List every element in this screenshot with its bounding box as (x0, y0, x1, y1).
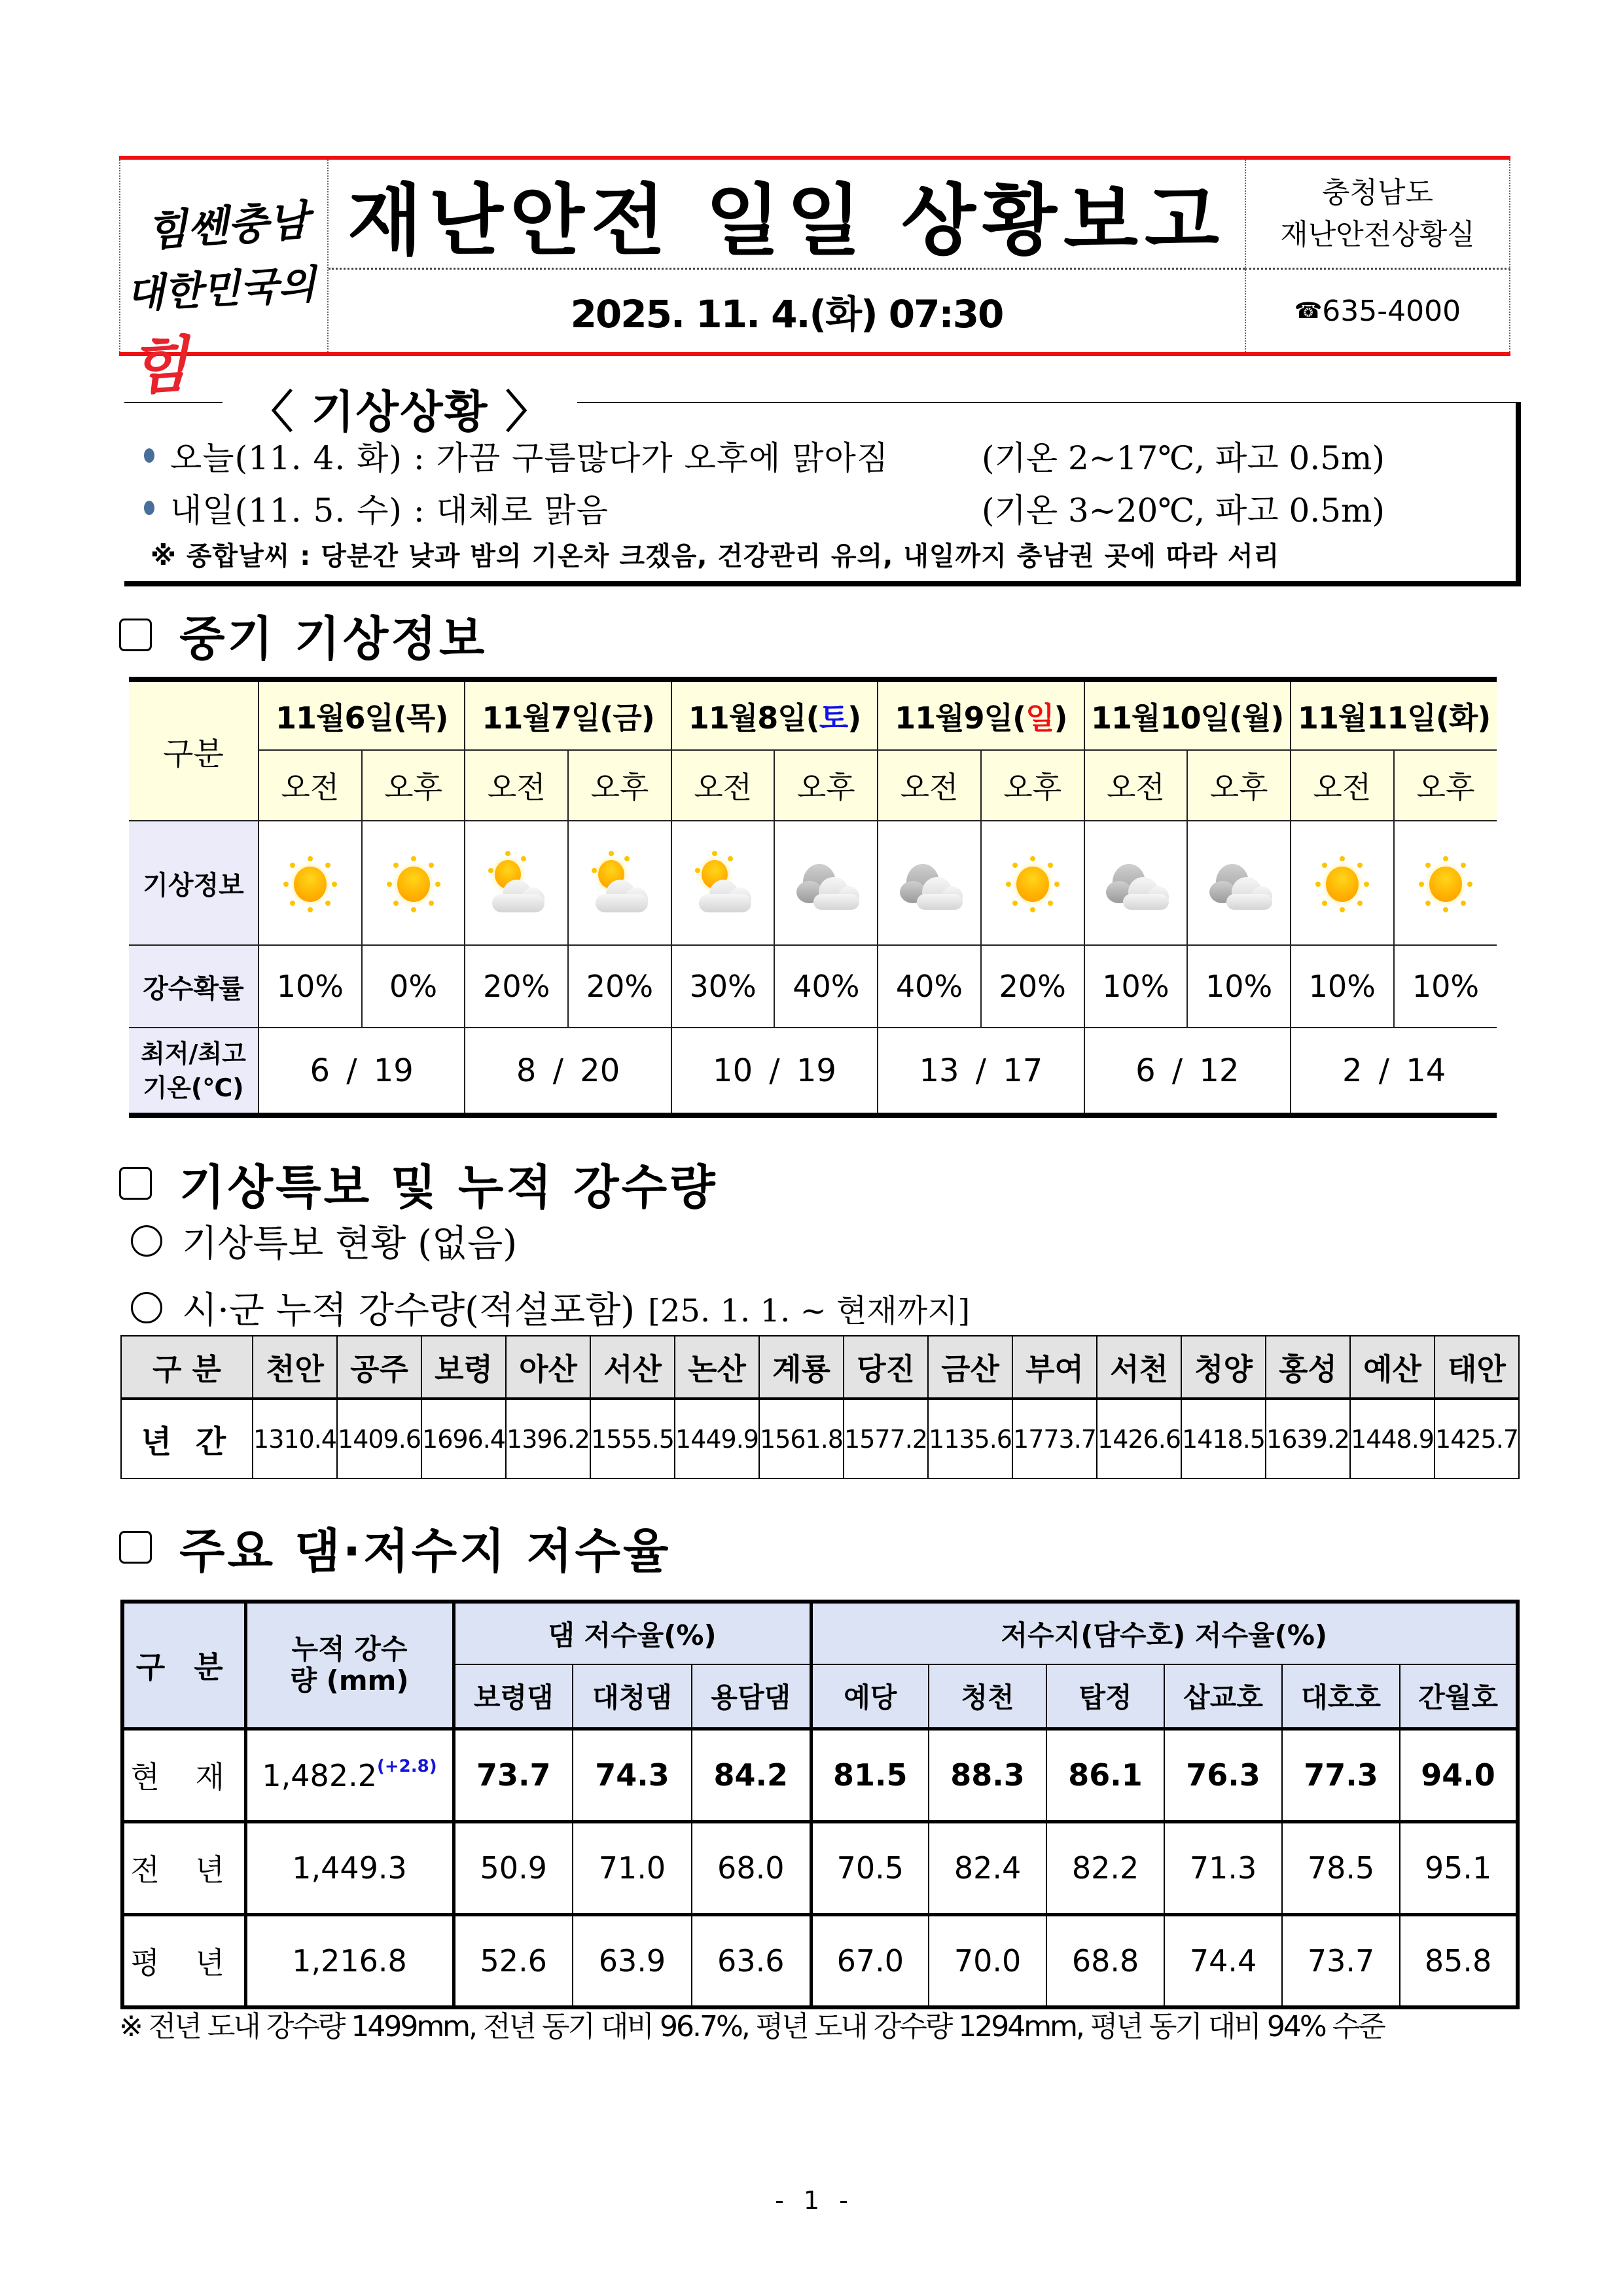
weather-status-box (124, 387, 1521, 586)
forecast-day-header: 11월9일(일) (878, 679, 1084, 750)
weather-cell (1291, 821, 1394, 945)
province-logo (119, 160, 329, 403)
reservoir-name: 간월호 (1400, 1664, 1518, 1729)
org-office: 재난안전상황실 (1280, 217, 1475, 251)
city-rainfall: 1418.5 (1181, 1399, 1266, 1479)
rain-probability: 30% (671, 945, 775, 1028)
forecast-day-header: 11월8일(토) (671, 679, 878, 750)
dam-rate: 71.0 (573, 1821, 692, 1914)
city-header: 논산 (675, 1336, 759, 1399)
checkbox-square-icon (119, 1167, 152, 1200)
weather-cell (774, 821, 878, 945)
min-max-temp: 2 / 14 (1291, 1028, 1497, 1115)
city-header: 태안 (1435, 1336, 1519, 1399)
annual-row-label: 년 간 (121, 1399, 253, 1479)
city-rainfall: 1449.9 (675, 1399, 759, 1479)
dam-rate: 63.9 (573, 1914, 692, 2007)
city-header: 당진 (844, 1336, 928, 1399)
reservoir-name: 삽교호 (1164, 1664, 1282, 1729)
reservoir-name: 탑정 (1046, 1664, 1164, 1729)
city-header: 금산 (928, 1336, 1012, 1399)
min-max-temp: 6 / 19 (259, 1028, 465, 1115)
issuing-organization (1245, 160, 1510, 270)
city-header: 천안 (253, 1336, 337, 1399)
dam-reservoir-table (120, 1600, 1520, 2009)
weather-cell (981, 821, 1084, 945)
pm-label: 오후 (1187, 750, 1291, 821)
city-header: 청양 (1181, 1336, 1266, 1399)
pm-label: 오후 (568, 750, 671, 821)
cumulative-rain-last-year: 1,449.3 (245, 1821, 454, 1914)
row-label-min-max-temp: 최저/최고 기온(℃) (129, 1028, 259, 1115)
rain-probability: 0% (362, 945, 465, 1028)
cloudy-icon (1203, 847, 1275, 919)
weather-status-title: 〈 기상상황 〉 (249, 387, 552, 439)
section-title: 기상특보 및 누적 강수량 (179, 1160, 718, 1215)
day-of-week: 금 (613, 700, 641, 736)
dam-rate: 74.3 (573, 1729, 692, 1821)
weather-cell (259, 821, 362, 945)
weather-cell (878, 821, 981, 945)
dam-name: 대청댐 (573, 1664, 692, 1729)
rain-delta: (+2.8) (376, 1757, 437, 1776)
cloudy-icon (790, 847, 862, 919)
weather-cell (568, 821, 671, 945)
phone-icon: ☎ (1294, 298, 1323, 324)
row-label-weather: 기상정보 (129, 821, 259, 945)
dam-rate: 50.9 (454, 1821, 573, 1914)
partly-cloudy-icon (480, 847, 552, 919)
rain-probability: 10% (1187, 945, 1291, 1028)
city-header: 계룡 (759, 1336, 844, 1399)
dam-rate: 52.6 (454, 1914, 573, 2007)
min-max-temp: 6 / 12 (1084, 1028, 1291, 1115)
sunny-icon (1410, 847, 1482, 919)
logo-slogan-red: 힘 (128, 329, 190, 403)
city-rainfall: 1773.7 (1012, 1399, 1097, 1479)
rain-probability: 40% (774, 945, 878, 1028)
report-datetime: 2025. 11. 4.(화) 07:30 (570, 292, 1003, 336)
dam-rate: 73.7 (454, 1729, 573, 1821)
cumulative-rain-line (131, 1282, 970, 1334)
city-rainfall: 1425.7 (1435, 1399, 1519, 1479)
rain-probability: 20% (568, 945, 671, 1028)
sunny-icon (997, 847, 1069, 919)
forecast-day-header: 11월10일(월) (1084, 679, 1291, 750)
am-label: 오전 (259, 750, 362, 821)
min-max-temp: 10 / 19 (671, 1028, 878, 1115)
reservoir-rate: 76.3 (1164, 1729, 1282, 1821)
bullet-icon (144, 501, 154, 515)
reservoir-rate: 82.2 (1046, 1821, 1164, 1914)
city-header: 보령 (421, 1336, 506, 1399)
dam-rate: 68.0 (692, 1821, 811, 1914)
city-rainfall: 1310.4 (253, 1399, 337, 1479)
weather-cell (465, 821, 568, 945)
city-rainfall: 1555.5 (590, 1399, 675, 1479)
dam-gubun-header: 구 분 (122, 1602, 245, 1729)
city-header: 서천 (1097, 1336, 1181, 1399)
am-label: 오전 (465, 750, 568, 821)
dam-name: 보령댐 (454, 1664, 573, 1729)
reservoir-rate: 94.0 (1400, 1729, 1518, 1821)
reservoir-name: 청천 (929, 1664, 1046, 1729)
section-forecast-header (119, 601, 487, 669)
logo-slogan-line1: 힘쎈충남 (145, 196, 310, 257)
logo-slogan-text: 대한민국의 (125, 261, 317, 317)
rain-gubun-header: 구 분 (121, 1336, 253, 1399)
forecast-gubun-header: 구분 (129, 679, 259, 821)
city-rainfall: 1577.2 (844, 1399, 928, 1479)
am-label: 오전 (1291, 750, 1394, 821)
phone-number: 635-4000 (1322, 294, 1461, 328)
row-label-normal-year: 평 년 (122, 1914, 245, 2007)
partly-cloudy-icon (584, 847, 656, 919)
cumulative-rain-current (245, 1729, 454, 1821)
reservoir-rate: 81.5 (811, 1729, 929, 1821)
pm-label: 오후 (981, 750, 1084, 821)
rain-value: 1,482.2 (262, 1758, 377, 1793)
page-number: - 1 - (775, 2186, 848, 2215)
checkbox-square-icon (119, 619, 152, 651)
weather-cell (1187, 821, 1291, 945)
reservoir-rate: 88.3 (929, 1729, 1046, 1821)
min-max-temp: 8 / 20 (465, 1028, 671, 1115)
dam-rate: 84.2 (692, 1729, 811, 1821)
city-rainfall: 1696.4 (421, 1399, 506, 1479)
forecast-day-header: 11월11일(화) (1291, 679, 1497, 750)
alert-status-line (131, 1215, 517, 1267)
reservoir-rate: 82.4 (929, 1821, 1046, 1914)
rain-probability: 10% (259, 945, 362, 1028)
cumulative-rain-table (120, 1335, 1520, 1479)
dam-rate-header: 댐 저수율(%) (454, 1602, 811, 1664)
row-label-last-year: 전 년 (122, 1821, 245, 1914)
day-of-week: 목 (406, 700, 435, 736)
dam-name: 용담댐 (692, 1664, 811, 1729)
report-header (119, 156, 1510, 403)
reservoir-rate: 74.4 (1164, 1914, 1282, 2007)
cumulative-rain-period: [25. 1. 1. ~ 현재까지] (648, 1292, 971, 1329)
day-of-week-saturday: 토 (819, 700, 848, 736)
min-max-temp: 13 / 17 (878, 1028, 1084, 1115)
reservoir-rate: 78.5 (1282, 1821, 1400, 1914)
reservoir-rate-header: 저수지(담수호) 저수율(%) (811, 1602, 1518, 1664)
pm-label: 오후 (1394, 750, 1497, 821)
dam-rate: 63.6 (692, 1914, 811, 2007)
weather-cell (362, 821, 465, 945)
weather-summary: ※ 종합날씨 : 당분간 낮과 밤의 기온차 크겠음, 건강관리 유의, 내일까지 충남권 곳에 따라 서리 (151, 541, 1280, 571)
cumulative-rain-header: 누적 강수량 (mm) (245, 1602, 454, 1729)
forecast-day-header: 11월6일(목) (259, 679, 465, 750)
rain-probability: 20% (981, 945, 1084, 1028)
city-header: 서산 (590, 1336, 675, 1399)
weather-tomorrow (144, 482, 1499, 534)
city-rainfall: 1426.6 (1097, 1399, 1181, 1479)
cumulative-rain-normal-year: 1,216.8 (245, 1914, 454, 2007)
sunny-icon (378, 847, 450, 919)
rain-probability: 10% (1084, 945, 1188, 1028)
section-title: 주요 댐·저수지 저수율 (179, 1524, 671, 1579)
reservoir-rate: 71.3 (1164, 1821, 1282, 1914)
day-of-week: 월 (1241, 700, 1271, 736)
city-header: 아산 (506, 1336, 590, 1399)
day-of-week-sunday: 일 (1026, 700, 1054, 736)
cumulative-rain-title: 시·군 누적 강수량(적설포함) (182, 1289, 635, 1332)
city-rainfall: 1561.8 (759, 1399, 844, 1479)
checkbox-square-icon (119, 1531, 152, 1564)
reservoir-rate: 70.5 (811, 1821, 929, 1914)
rain-probability: 10% (1291, 945, 1394, 1028)
reservoir-rate: 73.7 (1282, 1914, 1400, 2007)
partly-cloudy-icon (687, 847, 759, 919)
city-rainfall: 1639.2 (1266, 1399, 1350, 1479)
weather-cell (671, 821, 775, 945)
pm-label: 오후 (774, 750, 878, 821)
reservoir-rate: 77.3 (1282, 1729, 1400, 1821)
city-header: 홍성 (1266, 1336, 1350, 1399)
row-label-current: 현 재 (122, 1729, 245, 1821)
sunny-icon (1306, 847, 1378, 919)
city-header: 공주 (337, 1336, 421, 1399)
weather-today-temp: (기온 2~17℃, 파고 0.5m) (982, 439, 1385, 477)
am-label: 오전 (878, 750, 981, 821)
cloudy-icon (893, 847, 965, 919)
rain-probability: 20% (465, 945, 568, 1028)
sunny-icon (274, 847, 346, 919)
forecast-table (129, 677, 1497, 1118)
city-rainfall: 1448.9 (1350, 1399, 1435, 1479)
circle-bullet-icon (131, 1225, 162, 1257)
contact-phone (1245, 270, 1510, 352)
alert-status-text: 기상특보 현황 (없음) (182, 1223, 518, 1265)
day-of-week: 화 (1448, 700, 1478, 736)
forecast-day-header: 11월7일(금) (465, 679, 671, 750)
weather-tomorrow-desc: 내일(11. 5. 수) : 대체로 맑음 (170, 492, 609, 529)
reservoir-rate: 95.1 (1400, 1821, 1518, 1914)
reservoir-rate: 67.0 (811, 1914, 929, 2007)
city-rainfall: 1396.2 (506, 1399, 590, 1479)
cloudy-icon (1099, 847, 1171, 919)
report-title: 재난안전 일일 상황보고 (329, 160, 1245, 270)
city-rainfall: 1409.6 (337, 1399, 421, 1479)
weather-today-desc: 오늘(11. 4. 화) : 가끔 구름많다가 오후에 맑아짐 (170, 439, 889, 477)
city-header: 부여 (1012, 1336, 1097, 1399)
city-rainfall: 1135.6 (928, 1399, 1012, 1479)
pm-label: 오후 (362, 750, 465, 821)
weather-cell (1394, 821, 1497, 945)
rain-probability: 10% (1394, 945, 1497, 1028)
am-label: 오전 (671, 750, 775, 821)
reservoir-rate: 86.1 (1046, 1729, 1164, 1821)
section-special-header (119, 1149, 718, 1217)
reservoir-name: 예당 (811, 1664, 929, 1729)
bullet-icon (144, 448, 154, 463)
org-province: 충청남도 (1321, 175, 1433, 209)
am-label: 오전 (1084, 750, 1188, 821)
weather-tomorrow-temp: (기온 3~20℃, 파고 0.5m) (982, 492, 1385, 529)
rainfall-footnote: ※ 전년 도내 강수량 1499mm, 전년 동기 대비 96.7%, 평년 도내 강수량 1294mm, 평년 동기 대비 94% 수준 (119, 2010, 1384, 2043)
row-label-rain-probability: 강수확률 (129, 945, 259, 1028)
weather-cell (1084, 821, 1188, 945)
weather-today (144, 429, 1499, 482)
reservoir-name: 대호호 (1282, 1664, 1400, 1729)
reservoir-rate: 70.0 (929, 1914, 1046, 2007)
circle-bullet-icon (131, 1292, 162, 1323)
rain-probability: 40% (878, 945, 981, 1028)
city-header: 예산 (1350, 1336, 1435, 1399)
section-dams-header (119, 1513, 671, 1581)
section-title: 중기 기상정보 (179, 611, 488, 666)
reservoir-rate: 85.8 (1400, 1914, 1518, 2007)
reservoir-rate: 68.8 (1046, 1914, 1164, 2007)
